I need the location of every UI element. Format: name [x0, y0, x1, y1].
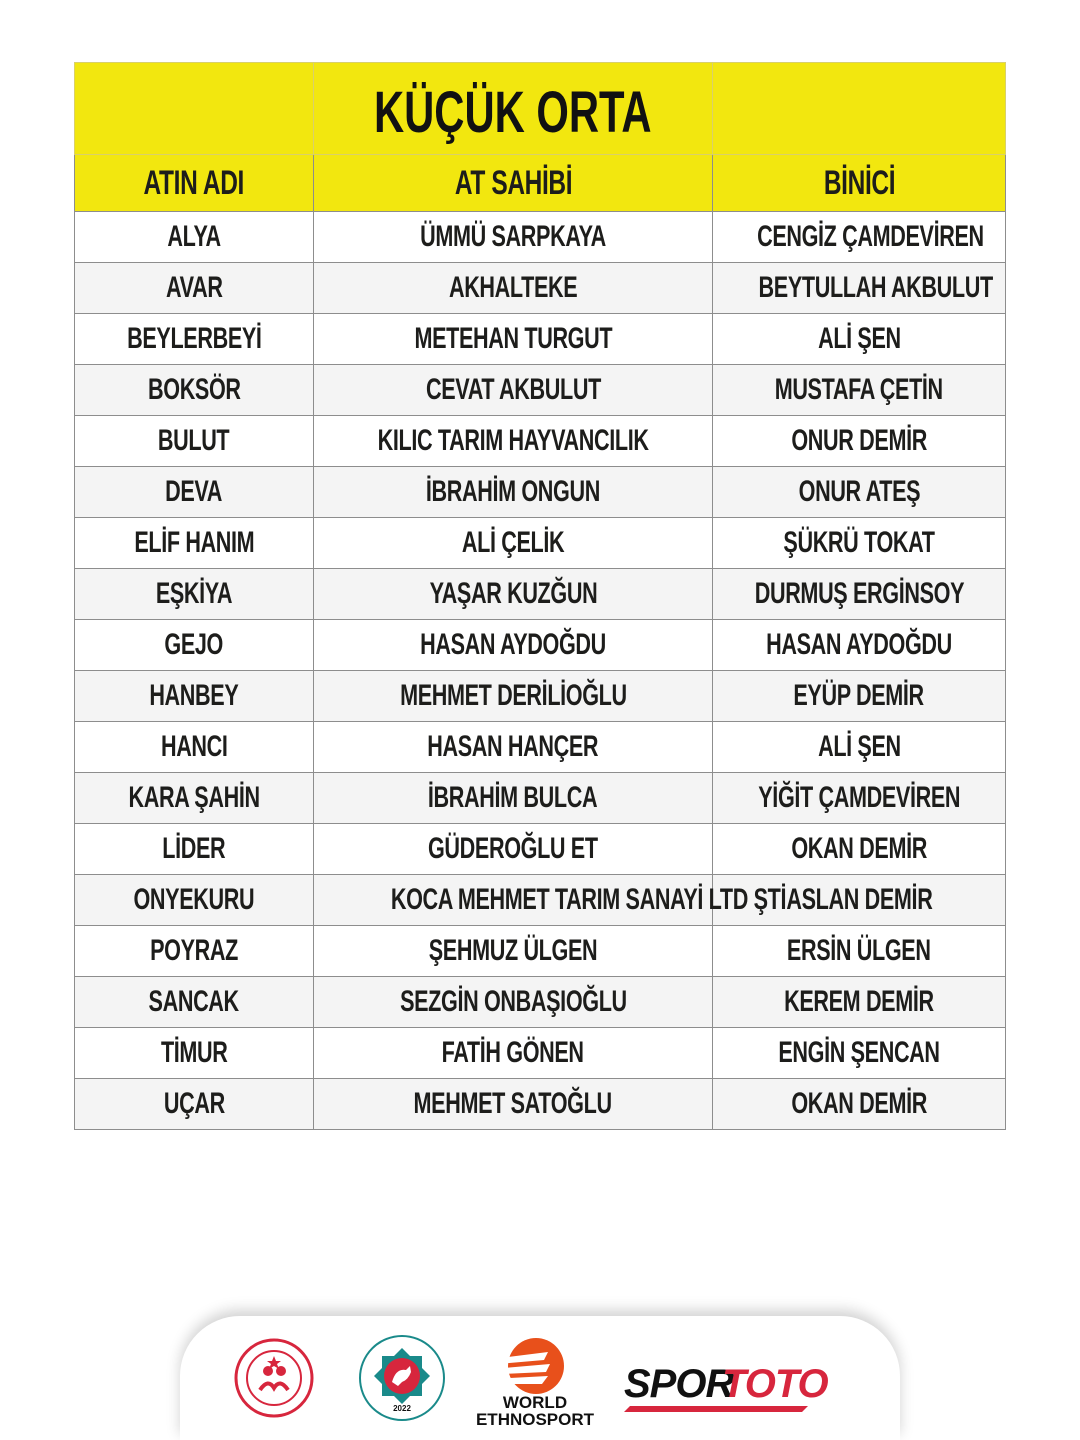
- cell-owner: HASAN AYDOĞDU: [314, 620, 713, 671]
- cell-owner: AKHALTEKE: [314, 263, 713, 314]
- cell-owner: GÜDEROĞLU ET: [314, 824, 713, 875]
- cell-owner: ALİ ÇELİK: [314, 518, 713, 569]
- header-owner: AT SAHİBİ: [314, 155, 713, 212]
- cell-owner: KOCA MEHMET TARIM SANAYİ LTD ŞTİ: [314, 875, 713, 926]
- table-row: [75, 1079, 1006, 1130]
- cell-rider: OKAN DEMİR: [713, 1079, 1006, 1130]
- table-row: [75, 773, 1006, 824]
- sportoto-part2: TOTO: [722, 1362, 828, 1406]
- cell-rider: HASAN AYDOĞDU: [713, 620, 1006, 671]
- cell-horse-name: SANCAK: [75, 977, 314, 1028]
- cell-rider: DURMUŞ ERGİNSOY: [713, 569, 1006, 620]
- table-row: [75, 212, 1006, 263]
- cell-rider: ALİ ŞEN: [713, 722, 1006, 773]
- cell-owner: ŞEHMUZ ÜLGEN: [314, 926, 713, 977]
- cell-horse-name: DEVA: [75, 467, 314, 518]
- cell-owner: İBRAHİM ONGUN: [314, 467, 713, 518]
- table-row: [75, 620, 1006, 671]
- cell-horse-name: HANCI: [75, 722, 314, 773]
- cell-rider: BEYTULLAH AKBULUT: [713, 263, 1006, 314]
- table-row: [75, 875, 1006, 926]
- cell-rider: OKAN DEMİR: [713, 824, 1006, 875]
- cell-horse-name: LİDER: [75, 824, 314, 875]
- world-ethnosport-logo-icon: [470, 1334, 600, 1434]
- cell-owner: SEZGİN ONBAŞIOĞLU: [314, 977, 713, 1028]
- cell-rider: EYÜP DEMİR: [713, 671, 1006, 722]
- cell-owner: FATİH GÖNEN: [314, 1028, 713, 1079]
- cell-horse-name: KARA ŞAHİN: [75, 773, 314, 824]
- cell-rider: CENGİZ ÇAMDEVİREN: [713, 212, 1006, 263]
- table-row: [75, 722, 1006, 773]
- cell-owner: YAŞAR KUZĞUN: [314, 569, 713, 620]
- table-header-row: [75, 155, 1006, 212]
- cell-horse-name: ALYA: [75, 212, 314, 263]
- ethnosport-line1: WORLD: [502, 1393, 568, 1412]
- cell-horse-name: BULUT: [75, 416, 314, 467]
- ministry-youth-sports-seal-icon: [234, 1338, 314, 1418]
- cell-rider: ALİ ŞEN: [713, 314, 1006, 365]
- table-row: [75, 977, 1006, 1028]
- cell-owner: MEHMET DERİLİOĞLU: [314, 671, 713, 722]
- cell-owner: HASAN HANÇER: [314, 722, 713, 773]
- table-row: [75, 824, 1006, 875]
- sportoto-logo-icon: [624, 1356, 828, 1412]
- cell-horse-name: TİMUR: [75, 1028, 314, 1079]
- cell-rider: MUSTAFA ÇETİN: [713, 365, 1006, 416]
- cell-rider: ENGİN ŞENCAN: [713, 1028, 1006, 1079]
- header-horse-name: ATIN ADI: [75, 155, 314, 212]
- sponsor-footer: [180, 1316, 900, 1440]
- cell-owner: MEHMET SATOĞLU: [314, 1079, 713, 1130]
- entry-table: [74, 62, 1006, 1130]
- table-row: [75, 416, 1006, 467]
- cell-rider: ASLAN DEMİR: [713, 875, 1006, 926]
- cell-horse-name: POYRAZ: [75, 926, 314, 977]
- entry-list-sheet: [74, 62, 1005, 1130]
- cell-rider: KEREM DEMİR: [713, 977, 1006, 1028]
- table-row: [75, 1028, 1006, 1079]
- cell-owner: METEHAN TURGUT: [314, 314, 713, 365]
- table-row: [75, 926, 1006, 977]
- cell-owner: İBRAHİM BULCA: [314, 773, 713, 824]
- ethnosport-line2: ETHNOSPORT: [475, 1410, 595, 1429]
- sportoto-part1: SPOR: [624, 1362, 734, 1406]
- cell-horse-name: BEYLERBEYİ: [75, 314, 314, 365]
- table-row: [75, 263, 1006, 314]
- cell-owner: CEVAT AKBULUT: [314, 365, 713, 416]
- cell-owner: ÜMMÜ SARPKAYA: [314, 212, 713, 263]
- cell-rider: ERSİN ÜLGEN: [713, 926, 1006, 977]
- cell-horse-name: GEJO: [75, 620, 314, 671]
- table-row: [75, 365, 1006, 416]
- cell-horse-name: UÇAR: [75, 1079, 314, 1130]
- cell-rider: ONUR ATEŞ: [713, 467, 1006, 518]
- cell-rider: ŞÜKRÜ TOKAT: [713, 518, 1006, 569]
- cell-horse-name: HANBEY: [75, 671, 314, 722]
- header-rider: BİNİCİ: [713, 155, 1006, 212]
- table-body: [75, 212, 1006, 1130]
- cell-horse-name: ELİF HANIM: [75, 518, 314, 569]
- cell-owner: KILIC TARIM HAYVANCILIK: [314, 416, 713, 467]
- cell-rider: YİĞİT ÇAMDEVİREN: [713, 773, 1006, 824]
- cell-horse-name: ONYEKURU: [75, 875, 314, 926]
- table-row: [75, 671, 1006, 722]
- table-title-row: [75, 63, 1006, 155]
- cell-horse-name: EŞKİYA: [75, 569, 314, 620]
- table-row: [75, 569, 1006, 620]
- cell-rider: ONUR DEMİR: [713, 416, 1006, 467]
- cell-horse-name: BOKSÖR: [75, 365, 314, 416]
- cell-horse-name: AVAR: [75, 263, 314, 314]
- federation-horse-seal-icon: 2022: [358, 1334, 446, 1422]
- category-title: KÜÇÜK ORTA: [374, 80, 652, 145]
- table-row: [75, 467, 1006, 518]
- table-row: [75, 518, 1006, 569]
- table-row: [75, 314, 1006, 365]
